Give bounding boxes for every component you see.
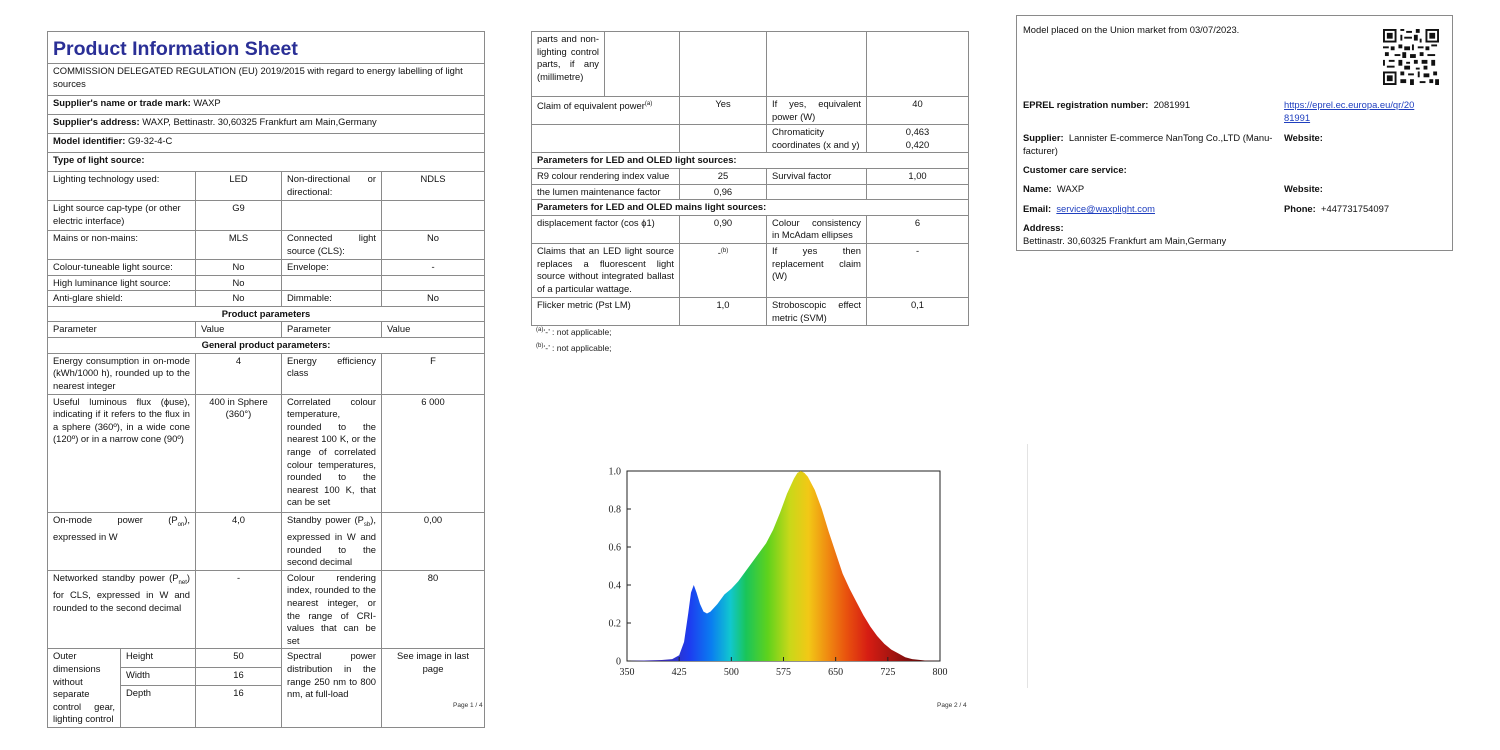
led-parameters-heading: Parameters for LED and OLED light sources: [532, 153, 969, 169]
page-1-number: Page 1 / 4 [453, 702, 483, 709]
luminous-flux-value: 400 in Sphere (360°) [196, 394, 282, 512]
page-2-number: Page 2 / 4 [937, 702, 967, 709]
column-header-value: Value [196, 322, 282, 338]
website-label-2: Website: [1284, 183, 1323, 194]
non-directional-label: Non-directional or directional: [282, 172, 382, 201]
y-tick-label: 1.0 [608, 466, 621, 478]
cct-value: 6 000 [382, 394, 485, 512]
colour-consistency-label: Colour consistency in McAdam ellipses [767, 215, 867, 243]
displacement-factor-value: 0,90 [680, 215, 767, 243]
width-value: 16 [196, 667, 282, 685]
model-row: Model identifier: G9-32-4-C [48, 134, 485, 153]
high-luminance-label: High luminance light source: [48, 275, 196, 291]
market-date-text: Model placed on the Union market from 03/07/2023. [1023, 24, 1240, 35]
lumen-maintenance-label: the lumen maintenance factor [532, 184, 680, 200]
luminous-flux-label: Useful luminous flux (ϕuse), indicating if it refers to the flux in a sphere (360º), in a wide cone (120º) or in a narrow cone (90º) [48, 394, 196, 512]
outer-dimensions-label: Outer dimensions without separate control gear, lighting control [48, 649, 121, 728]
y-tick-label: 0.4 [608, 580, 621, 592]
replacement-claim-label: If yes then replacement claim (W) [767, 243, 867, 297]
width-label: Width [121, 667, 196, 685]
column-header-value-2: Value [382, 322, 485, 338]
mains-parameters-heading: Parameters for LED and OLED mains light sources: [532, 200, 969, 216]
dimensions-continued-label: parts and non-lighting control parts, if any (millimetre) [532, 32, 605, 97]
survival-factor-label: Survival factor [767, 168, 867, 184]
customer-care-heading: Customer care service: [1023, 164, 1127, 175]
cct-label: Correlated colour temperature, rounded to the nearest 100 K, or the range of correlated colour temperatures, rounded to the nearest 100 K, that can be set [282, 394, 382, 512]
depth-value: 16 [196, 685, 282, 727]
spectrum-area [627, 471, 940, 661]
column-header-parameter-2: Parameter [282, 322, 382, 338]
cap-type-value: G9 [196, 201, 282, 231]
tuneable-label: Colour-tuneable light source: [48, 260, 196, 276]
qr-code-icon [1383, 29, 1439, 85]
networked-standby-value: - [196, 570, 282, 649]
page-2 [531, 31, 968, 326]
address-value: Bettinastr. 30,60325 Frankfurt am Main,Germany [1023, 235, 1227, 246]
cap-type-label: Light source cap-type (or other electric interface) [48, 201, 196, 231]
tuneable-value: No [196, 260, 282, 276]
product-parameters-heading: Product parameters [48, 306, 485, 322]
footnote-a: $^{(a)}$‘-’ : not applicable; [536, 326, 612, 337]
page-1 [47, 31, 484, 728]
y-tick-label: 0 [616, 656, 621, 668]
y-tick-label: 0.2 [608, 618, 621, 630]
x-tick-label: 425 [671, 667, 687, 678]
eprel-row: EPREL registration number: 2081991 [1023, 99, 1191, 110]
column-header-parameter: Parameter [48, 322, 196, 338]
anti-glare-label: Anti-glare shield: [48, 291, 196, 307]
equivalent-watt-label: If yes, equivalent power (W) [767, 97, 867, 125]
led-parameters-table [531, 31, 969, 326]
standby-power-label: Standby power $(P_{sb})$, expressed in W and rounded to the second decimal [282, 512, 382, 570]
non-directional-value: NDLS [382, 172, 485, 201]
energy-class-label: Energy efficiency class [282, 353, 382, 394]
spectral-power-chart [600, 462, 960, 684]
height-label: Height [121, 649, 196, 667]
flicker-metric-label: Flicker metric (Pst LM) [532, 297, 680, 325]
lighting-tech-value: LED [196, 172, 282, 201]
displacement-factor-label: displacement factor (cos ϕ1) [532, 215, 680, 243]
equivalent-power-label: Claim of equivalent power$^{(a)}$ [532, 97, 680, 125]
x-tick-label: 725 [880, 667, 896, 678]
x-tick-label: 800 [932, 667, 948, 678]
supplier-row: Supplier's name or trade mark: WAXP [48, 96, 485, 115]
x-tick-label: 575 [776, 667, 791, 678]
dimmable-label: Dimmable: [282, 291, 382, 307]
supplier-row: Supplier: Lannister E-commerce NanTong Co.,LTD (Manu- facturer) [1023, 132, 1273, 156]
type-heading: Type of light source: [48, 153, 485, 172]
envelope-value: - [382, 260, 485, 276]
envelope-label: Envelope: [282, 260, 382, 276]
regulation-text: COMMISSION DELEGATED REGULATION (EU) 2019/2015 with regard to energy labelling of light sources [48, 64, 485, 96]
footnote-b: $^{(b)}$‘-’ : not applicable; [536, 342, 612, 353]
website-label: Website: [1284, 132, 1323, 143]
flicker-metric-value: 1,0 [680, 297, 767, 325]
x-tick-label: 350 [619, 667, 635, 678]
mains-label: Mains or non-mains: [48, 231, 196, 260]
on-mode-power-value: 4,0 [196, 512, 282, 570]
name-row: Name: WAXP [1023, 183, 1085, 194]
cls-label: Connected light source (CLS): [282, 231, 382, 260]
chromaticity-value: 0,463 0,420 [867, 125, 969, 153]
product-information-table [47, 31, 485, 728]
stroboscopic-value: 0,1 [867, 297, 969, 325]
lumen-maintenance-value: 0,96 [680, 184, 767, 200]
depth-label: Depth [121, 685, 196, 727]
energy-consumption-value: 4 [196, 353, 282, 394]
spd-value: See image in last page [382, 649, 485, 728]
x-tick-label: 650 [828, 667, 844, 678]
eprel-link[interactable]: https://eprel.ec.europa.eu/qr/20 81991 [1284, 99, 1415, 123]
stroboscopic-label: Stroboscopic effect metric (SVM) [767, 297, 867, 325]
lighting-tech-label: Lighting technology used: [48, 172, 196, 201]
x-tick-label: 500 [723, 667, 739, 678]
equivalent-power-value: Yes [680, 97, 767, 125]
replacement-claim-value: - [867, 243, 969, 297]
mains-value: MLS [196, 231, 282, 260]
email-row: Email: service@waxplight.com [1023, 203, 1155, 214]
energy-consumption-label: Energy consumption in on-mode (kWh/1000 h), rounded up to the nearest integer [48, 353, 196, 394]
r9-label: R9 colour rendering index value [532, 168, 680, 184]
address-label: Address: [1023, 222, 1064, 233]
colour-consistency-value: 6 [867, 215, 969, 243]
divider-line [1027, 444, 1028, 688]
fluorescent-claim-value: -$^{(b)}$ [680, 243, 767, 297]
anti-glare-value: No [196, 291, 282, 307]
on-mode-power-label: On-mode power $(P_{on})$, expressed in W [48, 512, 196, 570]
general-parameters-heading: General product parameters: [48, 337, 485, 353]
spd-label: Spectral power distribution in the range 250 nm to 800 nm, at full-load [282, 649, 382, 728]
page-title: Product Information Sheet [48, 32, 485, 64]
survival-factor-value: 1,00 [867, 168, 969, 184]
email-link[interactable]: service@waxplight.com [1056, 203, 1155, 214]
cri-value: 80 [382, 570, 485, 649]
high-luminance-value: No [196, 275, 282, 291]
y-tick-label: 0.8 [608, 504, 621, 516]
cri-label: Colour rendering index, rounded to the nearest integer, or the range of CRI-values that can be set [282, 570, 382, 649]
address-row: Supplier's address: WAXP, Bettinastr. 30,60325 Frankfurt am Main,Germany [48, 115, 485, 134]
equivalent-watt-value: 40 [867, 97, 969, 125]
dimmable-value: No [382, 291, 485, 307]
networked-standby-label: Networked standby power $(P_{net})$ for CLS, expressed in W and rounded to the second decimal [48, 570, 196, 649]
fluorescent-claim-label: Claims that an LED light source replaces a fluorescent light source without integrated ballast of a particular wattage. [532, 243, 680, 297]
phone-row: Phone: +447731754097 [1284, 203, 1390, 214]
y-tick-label: 0.6 [608, 542, 621, 554]
chromaticity-label: Chromaticity coordinates (x and y) [767, 125, 867, 153]
standby-power-value: 0,00 [382, 512, 485, 570]
page-3 [1016, 15, 1453, 251]
energy-class-value: F [382, 353, 485, 394]
height-value: 50 [196, 649, 282, 667]
r9-value: 25 [680, 168, 767, 184]
cls-value: No [382, 231, 485, 260]
